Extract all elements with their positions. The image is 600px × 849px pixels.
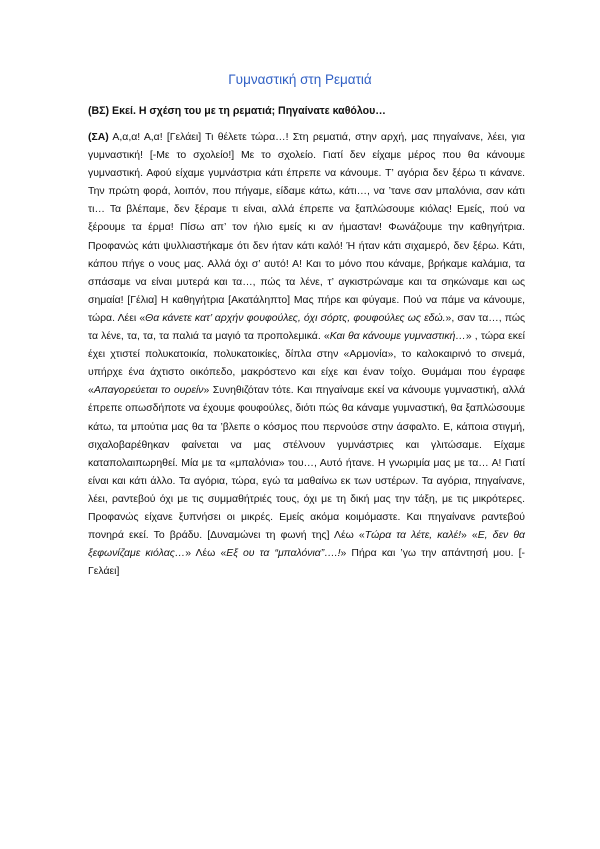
quote-6: Εξ ου τα “μπαλόνια”….! — [226, 548, 341, 560]
answer-text-7: » Πήρα και ’γω την απάντησή μου. [-Γελάει] — [88, 548, 526, 578]
quote-5: Ε, δεν θα ξεφωνίζαμε κιόλας… — [88, 530, 525, 560]
quote-1: Θα κάνετε κατ’ αρχήν φουφούλες, όχι σόρτς, φουφούλες ως εδώ. — [145, 312, 446, 324]
document-title: Γυμναστική στη Ρεματιά — [228, 72, 372, 87]
quote-2: Και θα κάνουμε γυμναστική… — [329, 331, 466, 343]
answer-text-4: » Συνηθιζόταν τότε. Και πηγαίναμε εκεί να κάνουμε γυμναστική, αλλά έπρεπε οπωσδήποτε να έχουμε φουφούλες, διότι πώς θα κάναμε γυμναστική, θα ξαπλώσουμε κάτω, τα μπούτια μας θα τα ’βλεπε ο κόσμος που περνούσε στην άσφαλτο. Ε, κάποια στιγμή, σιχαλοβαρέθηκαν φαίνεται να μας στέλνουν γυμνάστριες και γλιτώσαμε. Είχαμε καταπολαιπωρηθεί. Μία με τα «μπαλόνια» του…, Αυτό ήτανε. Η γνωριμία μας με τα… Α! Γιατί είναι και κάτι άλλο. Τα αγόρια, τώρα, εγώ τα μαθαίνω εκ των υστέρων. Τα αγόρια, πηγαίνανε, λέει, ραντεβού όχι με τις συμμαθήτριές τους, όχι με τη δική μας την τάξη, με τις μικρότερες. Προφανώς είχανε ξυπνήσει οι μικρές. Εμείς ακόμα κοιμόμαστε. Και πηγαίνανε ραντεβού πονηρά εκεί. Το βράδυ. [Δυναμώνει τη φωνή της] Λέω « — [88, 385, 525, 542]
answer-text-2: », σαν τα…, πώς τα λένε, τα, τα, τα παλιά τα μαγιό τα προπολεμικά. « — [88, 312, 526, 343]
interview-question: (ΒΣ) Εκεί. Η σχέση του με τη ρεματιά; Πηγαίνατε καθόλου… — [88, 105, 386, 117]
answer-text-5: » « — [460, 530, 478, 542]
quote-3: Απαγορεύεται το ουρείν — [93, 385, 204, 397]
quote-4: Τώρα τα λέτε, καλέ! — [364, 530, 461, 542]
answer-text-3: » , τώρα εκεί έχει χτιστεί πολυκατοικία, πολυκατοικίες, δίπλα στην «Αρμονία», το καλοκαιρινό το σινεμά, υπήρχε ένα άχτιστο οικόπεδο, μακρόστενο και είχε και έναν τοίχο. Θυμάμαι που έγραφε « — [88, 331, 525, 397]
answer-text-6: » Λέω « — [185, 548, 227, 560]
answer-text-1: Α,α,α! Α,α! [Γελάει] Τι θέλετε τώρα…! Στη ρεματιά, στην αρχή, μας πηγαίνανε, λέει, για γυμναστική! [-Με το σχολείο!] Με το σχολείο. Γιατί δεν είχαμε μέρος που θα κάνουμε γυμναστική. Αφού είχαμε γυμνάστρια κάτι έπρεπε να κάνουμε. Τ’ αγόρια δεν ξέρω τι κάνανε. Την πρώτη φορά, λοιπόν, που πήγαμε, είδαμε κάτω, κάτι…, να ’τανε σαν μπαλόνια, σαν κάτι τι… Τα βλέπαμε, δεν ξέραμε τι είναι, αλλά έπρεπε να ξαπλώσουμε κιόλας! Εμείς, πού να ξέρουμε τα έρμα! Πίσω απ’ τον ήλιο εμείς κι αν ήμασταν! Φωνάζουμε την καθηγήτρια. Προφανώς κάτι ψυλλιαστήκαμε ότι δεν ήταν κάτι καλό! Ή ήταν κάτι σιχαμερό, δεν ξέρω. Κάτι, κάπου πήγε ο νους μας. Αλλά όχι σ’ αυτό! Α! Και το μόνο που κάναμε, βρήκαμε καλάμια, τα σπάσαμε να είναι μυτερά και τα…, πώς τα λένε, τ’ αγκιστρώναμε και τα σηκώναμε και ως σημαία! [Γέλια] Η καθηγήτρια [Ακατάληπτο] Μας πήρε και φύγαμε. Πού να πάμε να κάνουμε, τώρα. Λέει « — [88, 132, 525, 324]
speaker-label: (ΣΑ) — [88, 132, 109, 143]
interview-answer — [88, 129, 525, 581]
